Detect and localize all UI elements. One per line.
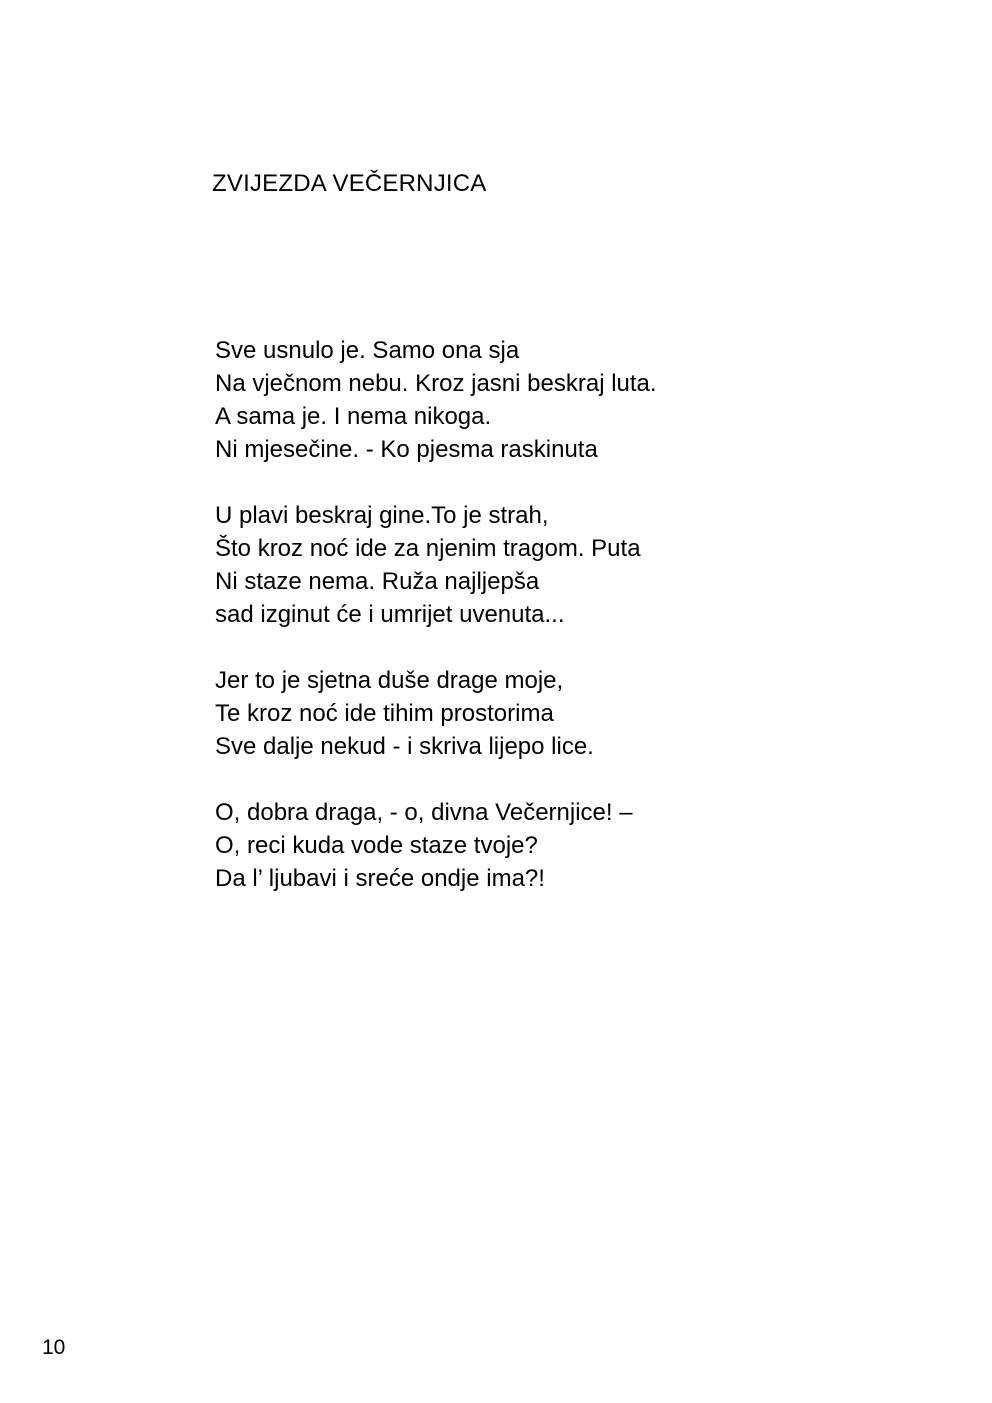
poem-line: sad izginut će i umrijet uvenuta... xyxy=(215,601,565,628)
poem-line: Jer to je sjetna duše drage moje, xyxy=(215,667,564,694)
stanza xyxy=(215,664,915,763)
stanza xyxy=(215,796,915,895)
poem-line: Sve dalje nekud - i skriva lijepo lice. xyxy=(215,733,594,760)
poem-line: O, dobra draga, - o, divna Večernjice! – xyxy=(215,799,633,826)
stanza xyxy=(215,499,915,631)
poem-title: ZVIJEZDA VEČERNJICA xyxy=(212,170,487,197)
poem-line: U plavi beskraj gine.To je strah, xyxy=(215,502,549,529)
poem-line: Sve usnulo je. Samo ona sja xyxy=(215,337,520,364)
poem-line: O, reci kuda vode staze tvoje? xyxy=(215,832,538,859)
poem-line: Ni mjesečine. - Ko pjesma raskinuta xyxy=(215,436,598,463)
poem-body xyxy=(215,334,915,928)
poem-line: Na vječnom nebu. Kroz jasni beskraj luta. xyxy=(215,370,657,397)
poem-line: Da l’ ljubavi i sreće ondje ima?! xyxy=(215,865,545,892)
page-number: 10 xyxy=(42,1336,66,1359)
poem-line: Što kroz noć ide za njenim tragom. Puta xyxy=(215,535,641,562)
poem-line: Ni staze nema. Ruža najljepša xyxy=(215,568,540,595)
poem-line: Te kroz noć ide tihim prostorima xyxy=(215,700,554,727)
stanza xyxy=(215,334,915,466)
poem-line: A sama je. I nema nikoga. xyxy=(215,403,492,430)
